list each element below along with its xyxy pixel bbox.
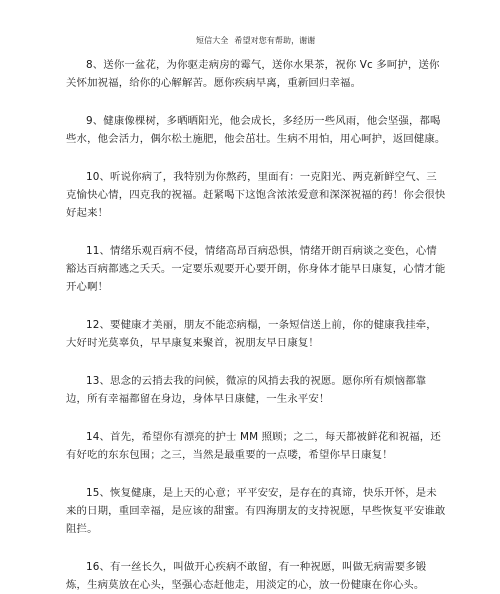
message-item: 12、要健康才美丽，朋友不能恋病榻，一条短信送上前，你的健康我挂牵，大好时光莫辜负，早早康复来聚首，祝朋友早日康复！: [66, 319, 437, 349]
message-item: 8、送你一盆花，为你驱走病房的霉气，送你水果茶，祝你 Vc 多呵护，送你关怀加祝福，给你的心解解苦。愿你疾病早离，重新回归幸福。: [66, 59, 440, 89]
header-note: 希望对您有帮助，谢谢: [234, 36, 316, 45]
page-header: [196, 36, 315, 46]
message-item: 11、情绪乐观百病不侵，情绪高昂百病恐惧，情绪开朗百病谈之变色，心情豁达百病都逃之夭夭。一定要乐观要开心要开朗，你身体才能早日康复，心情才能开心啊！: [66, 245, 446, 293]
message-item: 15、恢复健康，是上天的心意；平平安安，是存在的真谛，快乐开怀，是未来的日期，重回幸福，是应该的甜蜜。有四海朋友的支持祝愿，早些恢复平安谁敢阻拦。: [66, 487, 446, 535]
message-item: 13、思念的云捎去我的问候，微凉的风捎去我的祝愿。愿你所有烦恼都靠边，所有幸福都留在身边，身体早日康健，一生永平安！: [66, 375, 427, 405]
message-item: 16、有一丝长久，叫做开心疾病不敢留，有一种祝愿，叫做无病需要多锻炼，生病莫放在心头，坚强心态赶他走，用淡定的心，放一份健康在你心头。: [66, 561, 427, 591]
message-item: 14、首先，希望你有漂亮的护士 MM 照顾；之二，每天都被鲜花和祝福，还有好吃的东东包围；之三，当然是最重要的一点喽，希望你早日康复！: [66, 431, 441, 461]
message-list: [66, 56, 446, 594]
message-item: 10、听说你病了，我特别为你熬药，里面有：一克阳光、两克新鲜空气、三克愉快心情，四克我的祝福。赶紧喝下这饱含浓浓爱意和深深祝福的药！你会很快好起来！: [66, 171, 446, 219]
header-title: 短信大全: [196, 36, 229, 45]
message-item: 9、健康像棵树，多晒晒阳光，他会成长，多经历一些风雨，他会坚强，都喝些水，他会活力，偶尔松土施肥，他会茁壮。生病不用怕，用心呵护，返回健康。: [66, 115, 446, 145]
